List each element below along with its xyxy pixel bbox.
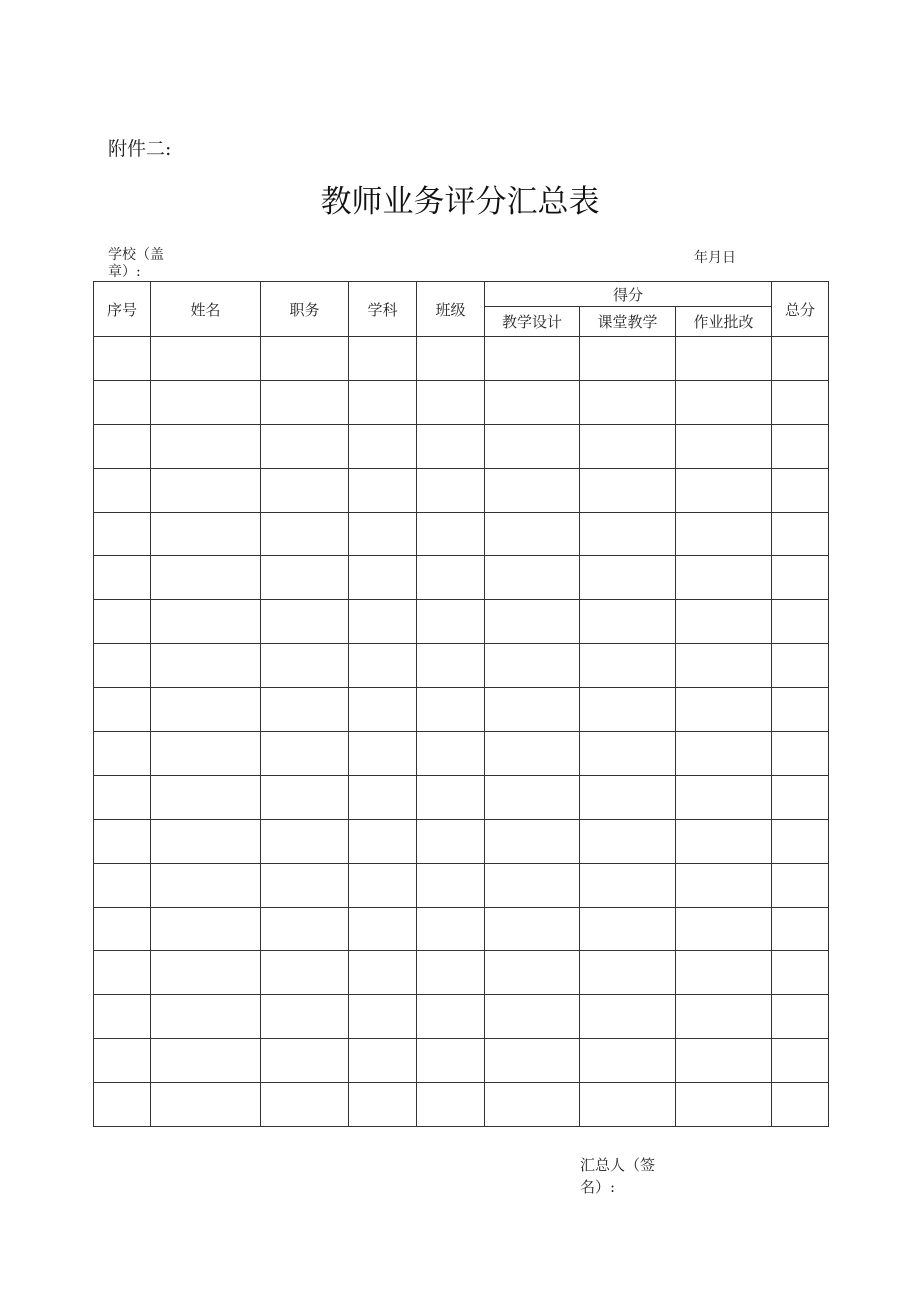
position-cell[interactable] xyxy=(261,556,349,600)
total-cell[interactable] xyxy=(772,1039,829,1083)
teaching-design-cell[interactable] xyxy=(485,556,580,600)
header-subject: 学科 xyxy=(349,282,417,337)
teaching-design-cell[interactable] xyxy=(485,424,580,468)
teaching-design-cell[interactable] xyxy=(485,468,580,512)
homework-grading-cell[interactable] xyxy=(676,951,772,995)
position-cell[interactable] xyxy=(261,1039,349,1083)
score-summary-table xyxy=(93,281,829,1127)
homework-grading-cell[interactable] xyxy=(676,380,772,424)
position-cell[interactable] xyxy=(261,468,349,512)
total-cell[interactable] xyxy=(772,863,829,907)
teaching-design-cell[interactable] xyxy=(485,512,580,556)
class-cell[interactable] xyxy=(417,644,485,688)
classroom-teaching-cell[interactable] xyxy=(580,380,676,424)
homework-grading-cell[interactable] xyxy=(676,688,772,732)
position-cell[interactable] xyxy=(261,512,349,556)
teaching-design-cell[interactable] xyxy=(485,819,580,863)
class-cell[interactable] xyxy=(417,775,485,819)
subject-cell[interactable] xyxy=(349,819,417,863)
total-cell[interactable] xyxy=(772,775,829,819)
table-row xyxy=(94,644,829,688)
subject-cell[interactable] xyxy=(349,907,417,951)
subject-cell[interactable] xyxy=(349,424,417,468)
table-row xyxy=(94,424,829,468)
name-cell[interactable] xyxy=(151,556,261,600)
subject-cell[interactable] xyxy=(349,1039,417,1083)
index-cell[interactable] xyxy=(94,1083,151,1127)
class-cell[interactable] xyxy=(417,556,485,600)
index-cell[interactable] xyxy=(94,337,151,381)
subject-cell[interactable] xyxy=(349,512,417,556)
subject-cell[interactable] xyxy=(349,380,417,424)
index-cell[interactable] xyxy=(94,951,151,995)
teaching-design-cell[interactable] xyxy=(485,951,580,995)
total-cell[interactable] xyxy=(772,819,829,863)
name-cell[interactable] xyxy=(151,1083,261,1127)
total-cell[interactable] xyxy=(772,1083,829,1127)
class-cell[interactable] xyxy=(417,600,485,644)
index-cell[interactable] xyxy=(94,995,151,1039)
homework-grading-cell[interactable] xyxy=(676,1039,772,1083)
name-cell[interactable] xyxy=(151,468,261,512)
classroom-teaching-cell[interactable] xyxy=(580,556,676,600)
position-cell[interactable] xyxy=(261,1083,349,1127)
classroom-teaching-cell[interactable] xyxy=(580,1039,676,1083)
position-cell[interactable] xyxy=(261,863,349,907)
position-cell[interactable] xyxy=(261,775,349,819)
table-row xyxy=(94,688,829,732)
classroom-teaching-cell[interactable] xyxy=(580,688,676,732)
total-cell[interactable] xyxy=(772,556,829,600)
homework-grading-cell[interactable] xyxy=(676,1083,772,1127)
teaching-design-cell[interactable] xyxy=(485,907,580,951)
teaching-design-cell[interactable] xyxy=(485,732,580,776)
position-cell[interactable] xyxy=(261,732,349,776)
name-cell[interactable] xyxy=(151,337,261,381)
index-cell[interactable] xyxy=(94,688,151,732)
header-score-group: 得分 xyxy=(485,282,772,307)
class-cell[interactable] xyxy=(417,732,485,776)
index-cell[interactable] xyxy=(94,863,151,907)
summarizer-signature-label: 汇总人（签名）: xyxy=(580,1156,656,1196)
classroom-teaching-cell[interactable] xyxy=(580,775,676,819)
subject-cell[interactable] xyxy=(349,600,417,644)
table-row xyxy=(94,1083,829,1127)
homework-grading-cell[interactable] xyxy=(676,995,772,1039)
class-cell[interactable] xyxy=(417,468,485,512)
class-cell[interactable] xyxy=(417,337,485,381)
index-cell[interactable] xyxy=(94,644,151,688)
index-cell[interactable] xyxy=(94,775,151,819)
attachment-label: 附件二: xyxy=(108,138,172,160)
homework-grading-cell[interactable] xyxy=(676,600,772,644)
name-cell[interactable] xyxy=(151,644,261,688)
classroom-teaching-cell[interactable] xyxy=(580,600,676,644)
classroom-teaching-cell[interactable] xyxy=(580,337,676,381)
name-cell[interactable] xyxy=(151,951,261,995)
total-cell[interactable] xyxy=(772,688,829,732)
homework-grading-cell[interactable] xyxy=(676,556,772,600)
index-cell[interactable] xyxy=(94,732,151,776)
subject-cell[interactable] xyxy=(349,644,417,688)
class-cell[interactable] xyxy=(417,688,485,732)
index-cell[interactable] xyxy=(94,512,151,556)
table-row xyxy=(94,732,829,776)
index-cell[interactable] xyxy=(94,468,151,512)
position-cell[interactable] xyxy=(261,951,349,995)
header-teaching-design: 教学设计 xyxy=(485,307,580,337)
position-cell[interactable] xyxy=(261,600,349,644)
subject-cell[interactable] xyxy=(349,775,417,819)
name-cell[interactable] xyxy=(151,688,261,732)
classroom-teaching-cell[interactable] xyxy=(580,644,676,688)
name-cell[interactable] xyxy=(151,819,261,863)
teaching-design-cell[interactable] xyxy=(485,775,580,819)
classroom-teaching-cell[interactable] xyxy=(580,424,676,468)
class-cell[interactable] xyxy=(417,512,485,556)
index-cell[interactable] xyxy=(94,380,151,424)
header-name: 姓名 xyxy=(151,282,261,337)
class-cell[interactable] xyxy=(417,951,485,995)
position-cell[interactable] xyxy=(261,424,349,468)
name-cell[interactable] xyxy=(151,907,261,951)
homework-grading-cell[interactable] xyxy=(676,732,772,776)
total-cell[interactable] xyxy=(772,907,829,951)
subject-cell[interactable] xyxy=(349,468,417,512)
homework-grading-cell[interactable] xyxy=(676,424,772,468)
class-cell[interactable] xyxy=(417,863,485,907)
table-row xyxy=(94,995,829,1039)
table-row xyxy=(94,775,829,819)
total-cell[interactable] xyxy=(772,468,829,512)
classroom-teaching-cell[interactable] xyxy=(580,468,676,512)
classroom-teaching-cell[interactable] xyxy=(580,863,676,907)
name-cell[interactable] xyxy=(151,732,261,776)
header-position: 职务 xyxy=(261,282,349,337)
teaching-design-cell[interactable] xyxy=(485,688,580,732)
class-cell[interactable] xyxy=(417,1083,485,1127)
position-cell[interactable] xyxy=(261,337,349,381)
class-cell[interactable] xyxy=(417,907,485,951)
subject-cell[interactable] xyxy=(349,1083,417,1127)
total-cell[interactable] xyxy=(772,380,829,424)
classroom-teaching-cell[interactable] xyxy=(580,907,676,951)
header-class: 班级 xyxy=(417,282,485,337)
index-cell[interactable] xyxy=(94,556,151,600)
school-stamp-label: 学校（盖章）: xyxy=(108,247,164,280)
position-cell[interactable] xyxy=(261,380,349,424)
table-body xyxy=(94,337,829,1127)
classroom-teaching-cell[interactable] xyxy=(580,995,676,1039)
total-cell[interactable] xyxy=(772,512,829,556)
subject-cell[interactable] xyxy=(349,995,417,1039)
subject-cell[interactable] xyxy=(349,863,417,907)
homework-grading-cell[interactable] xyxy=(676,644,772,688)
table-row xyxy=(94,863,829,907)
table-row xyxy=(94,512,829,556)
table-row xyxy=(94,819,829,863)
total-cell[interactable] xyxy=(772,424,829,468)
class-cell[interactable] xyxy=(417,995,485,1039)
index-cell[interactable] xyxy=(94,819,151,863)
name-cell[interactable] xyxy=(151,1039,261,1083)
position-cell[interactable] xyxy=(261,688,349,732)
class-cell[interactable] xyxy=(417,380,485,424)
name-cell[interactable] xyxy=(151,380,261,424)
name-cell[interactable] xyxy=(151,863,261,907)
teaching-design-cell[interactable] xyxy=(485,380,580,424)
subject-cell[interactable] xyxy=(349,556,417,600)
teaching-design-cell[interactable] xyxy=(485,644,580,688)
teaching-design-cell[interactable] xyxy=(485,600,580,644)
index-cell[interactable] xyxy=(94,1039,151,1083)
classroom-teaching-cell[interactable] xyxy=(580,732,676,776)
total-cell[interactable] xyxy=(772,995,829,1039)
table-row xyxy=(94,556,829,600)
classroom-teaching-cell[interactable] xyxy=(580,1083,676,1127)
position-cell[interactable] xyxy=(261,644,349,688)
position-cell[interactable] xyxy=(261,907,349,951)
table-row xyxy=(94,600,829,644)
total-cell[interactable] xyxy=(772,337,829,381)
total-cell[interactable] xyxy=(772,732,829,776)
homework-grading-cell[interactable] xyxy=(676,907,772,951)
total-cell[interactable] xyxy=(772,600,829,644)
subject-cell[interactable] xyxy=(349,951,417,995)
teaching-design-cell[interactable] xyxy=(485,863,580,907)
teaching-design-cell[interactable] xyxy=(485,995,580,1039)
page-title: 教师业务评分汇总表 xyxy=(320,184,600,220)
teaching-design-cell[interactable] xyxy=(485,337,580,381)
name-cell[interactable] xyxy=(151,600,261,644)
table-row xyxy=(94,468,829,512)
class-cell[interactable] xyxy=(417,424,485,468)
class-cell[interactable] xyxy=(417,819,485,863)
name-cell[interactable] xyxy=(151,512,261,556)
position-cell[interactable] xyxy=(261,995,349,1039)
header-homework-grading: 作业批改 xyxy=(676,307,772,337)
classroom-teaching-cell[interactable] xyxy=(580,819,676,863)
table-row xyxy=(94,1039,829,1083)
homework-grading-cell[interactable] xyxy=(676,512,772,556)
position-cell[interactable] xyxy=(261,819,349,863)
homework-grading-cell[interactable] xyxy=(676,775,772,819)
name-cell[interactable] xyxy=(151,424,261,468)
subject-cell[interactable] xyxy=(349,337,417,381)
index-cell[interactable] xyxy=(94,600,151,644)
header-classroom-teaching: 课堂教学 xyxy=(580,307,676,337)
table-row xyxy=(94,380,829,424)
table-row xyxy=(94,951,829,995)
table-row xyxy=(94,337,829,381)
homework-grading-cell[interactable] xyxy=(676,863,772,907)
class-cell[interactable] xyxy=(417,1039,485,1083)
header-total: 总分 xyxy=(772,282,829,337)
teaching-design-cell[interactable] xyxy=(485,1039,580,1083)
homework-grading-cell[interactable] xyxy=(676,468,772,512)
classroom-teaching-cell[interactable] xyxy=(580,512,676,556)
subject-cell[interactable] xyxy=(349,688,417,732)
index-cell[interactable] xyxy=(94,907,151,951)
index-cell[interactable] xyxy=(94,424,151,468)
total-cell[interactable] xyxy=(772,644,829,688)
header-index: 序号 xyxy=(94,282,151,337)
name-cell[interactable] xyxy=(151,995,261,1039)
classroom-teaching-cell[interactable] xyxy=(580,951,676,995)
date-label: 年月日 xyxy=(694,250,736,266)
homework-grading-cell[interactable] xyxy=(676,819,772,863)
total-cell[interactable] xyxy=(772,951,829,995)
subject-cell[interactable] xyxy=(349,732,417,776)
table-row xyxy=(94,907,829,951)
name-cell[interactable] xyxy=(151,775,261,819)
homework-grading-cell[interactable] xyxy=(676,337,772,381)
teaching-design-cell[interactable] xyxy=(485,1083,580,1127)
